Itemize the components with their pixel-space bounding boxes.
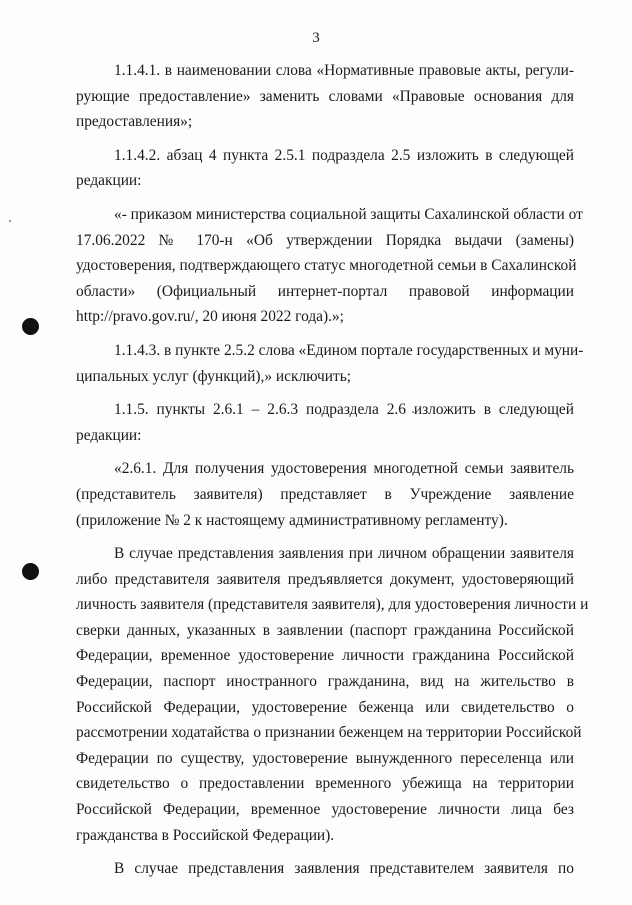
paragraph-1-1-5 <box>76 397 574 448</box>
text-line: рующие предоставление» заменить словами «Правовые основания для <box>76 87 574 105</box>
text-line: 1.1.4.1. в наименовании слова «Нормативные правовые акты, регули- <box>114 62 574 79</box>
punch-hole-top <box>22 318 39 335</box>
text-line: Российской Федерации, удостоверение беженца или свидетельство о <box>76 698 574 716</box>
paragraph-1-1-4-3 <box>76 338 584 389</box>
document-body <box>76 58 589 882</box>
text-line: http://pravo.gov.ru/, 20 июня 2022 года).»; <box>76 308 344 326</box>
paragraph-2-6-1 <box>76 456 574 533</box>
paragraph-representative <box>76 856 574 882</box>
text-line: ципальных услуг (функций),» исключить; <box>76 367 352 385</box>
text-line: «2.6.1. Для получения удостоверения многодетной семьи заявитель <box>114 460 574 478</box>
text-line: 1.1.5. пункты 2.6.1 – 2.6.3 подраздела 2.6 изложить в следующей <box>114 401 574 419</box>
text-line: удостоверения, подтверждающего статус многодетной семьи в Сахалинской <box>76 257 577 275</box>
text-line: (приложение № 2 к настоящему административному регламенту). <box>76 511 508 529</box>
text-line: «- приказом министерства социальной защиты Сахалинской области от <box>114 205 583 223</box>
text-line: редакции: <box>76 426 142 444</box>
text-line: предоставления»; <box>76 113 193 131</box>
text-line: либо представителя заявителя предъявляется документ, удостоверяющий <box>76 570 574 588</box>
text-line: 1.1.4.3. в пункте 2.5.2 слова «Едином портале государственных и муни- <box>114 341 584 359</box>
text-line: В случае представления заявления при личном обращении заявителя <box>114 545 574 563</box>
text-line: Федерации, временное удостоверение личности гражданина Российской <box>76 647 574 665</box>
text-line: 17.06.2022 № 170-н «Об утверждении Порядка выдачи (замены) <box>76 231 574 249</box>
paragraph-1-1-4-2 <box>76 143 574 194</box>
scan-speck <box>9 220 11 222</box>
text-line: (представитель заявителя) представляет в Учреждение заявление <box>76 485 574 503</box>
text-line: Федерации, паспорт иностранного гражданина, вид на жительство в <box>76 673 574 691</box>
punch-hole-bottom <box>22 563 39 580</box>
text-line: области» (Официальный интернет-портал правовой информации <box>76 282 574 300</box>
text-line: редакции: <box>76 172 142 190</box>
page-number: 3 <box>312 30 320 46</box>
text-line: Федерации по существу, удостоверение вынужденного переселенца или <box>76 749 574 767</box>
text-line: рассмотрении ходатайства о признании беженцем на территории Российской <box>76 724 582 742</box>
paragraph-1-1-4-1 <box>76 58 574 135</box>
text-line: Российской Федерации, временное удостоверение личности лица без <box>76 801 574 819</box>
text-line: сверки данных, указанных в заявлении (паспорт гражданина Российской <box>76 621 574 639</box>
paragraph-order-quote <box>76 202 583 330</box>
text-line: В случае представления заявления представителем заявителя по <box>114 860 574 878</box>
text-line: личность заявителя (представителя заявителя), для удостоверения личности и <box>76 596 589 614</box>
paragraph-identity-documents <box>76 541 589 848</box>
text-line: свидетельство о предоставлении временного убежища на территории <box>76 775 574 793</box>
text-line: гражданства в Российской Федерации). <box>76 826 335 844</box>
text-line: 1.1.4.2. абзац 4 пункта 2.5.1 подраздела 2.5 изложить в следующей <box>114 146 574 164</box>
